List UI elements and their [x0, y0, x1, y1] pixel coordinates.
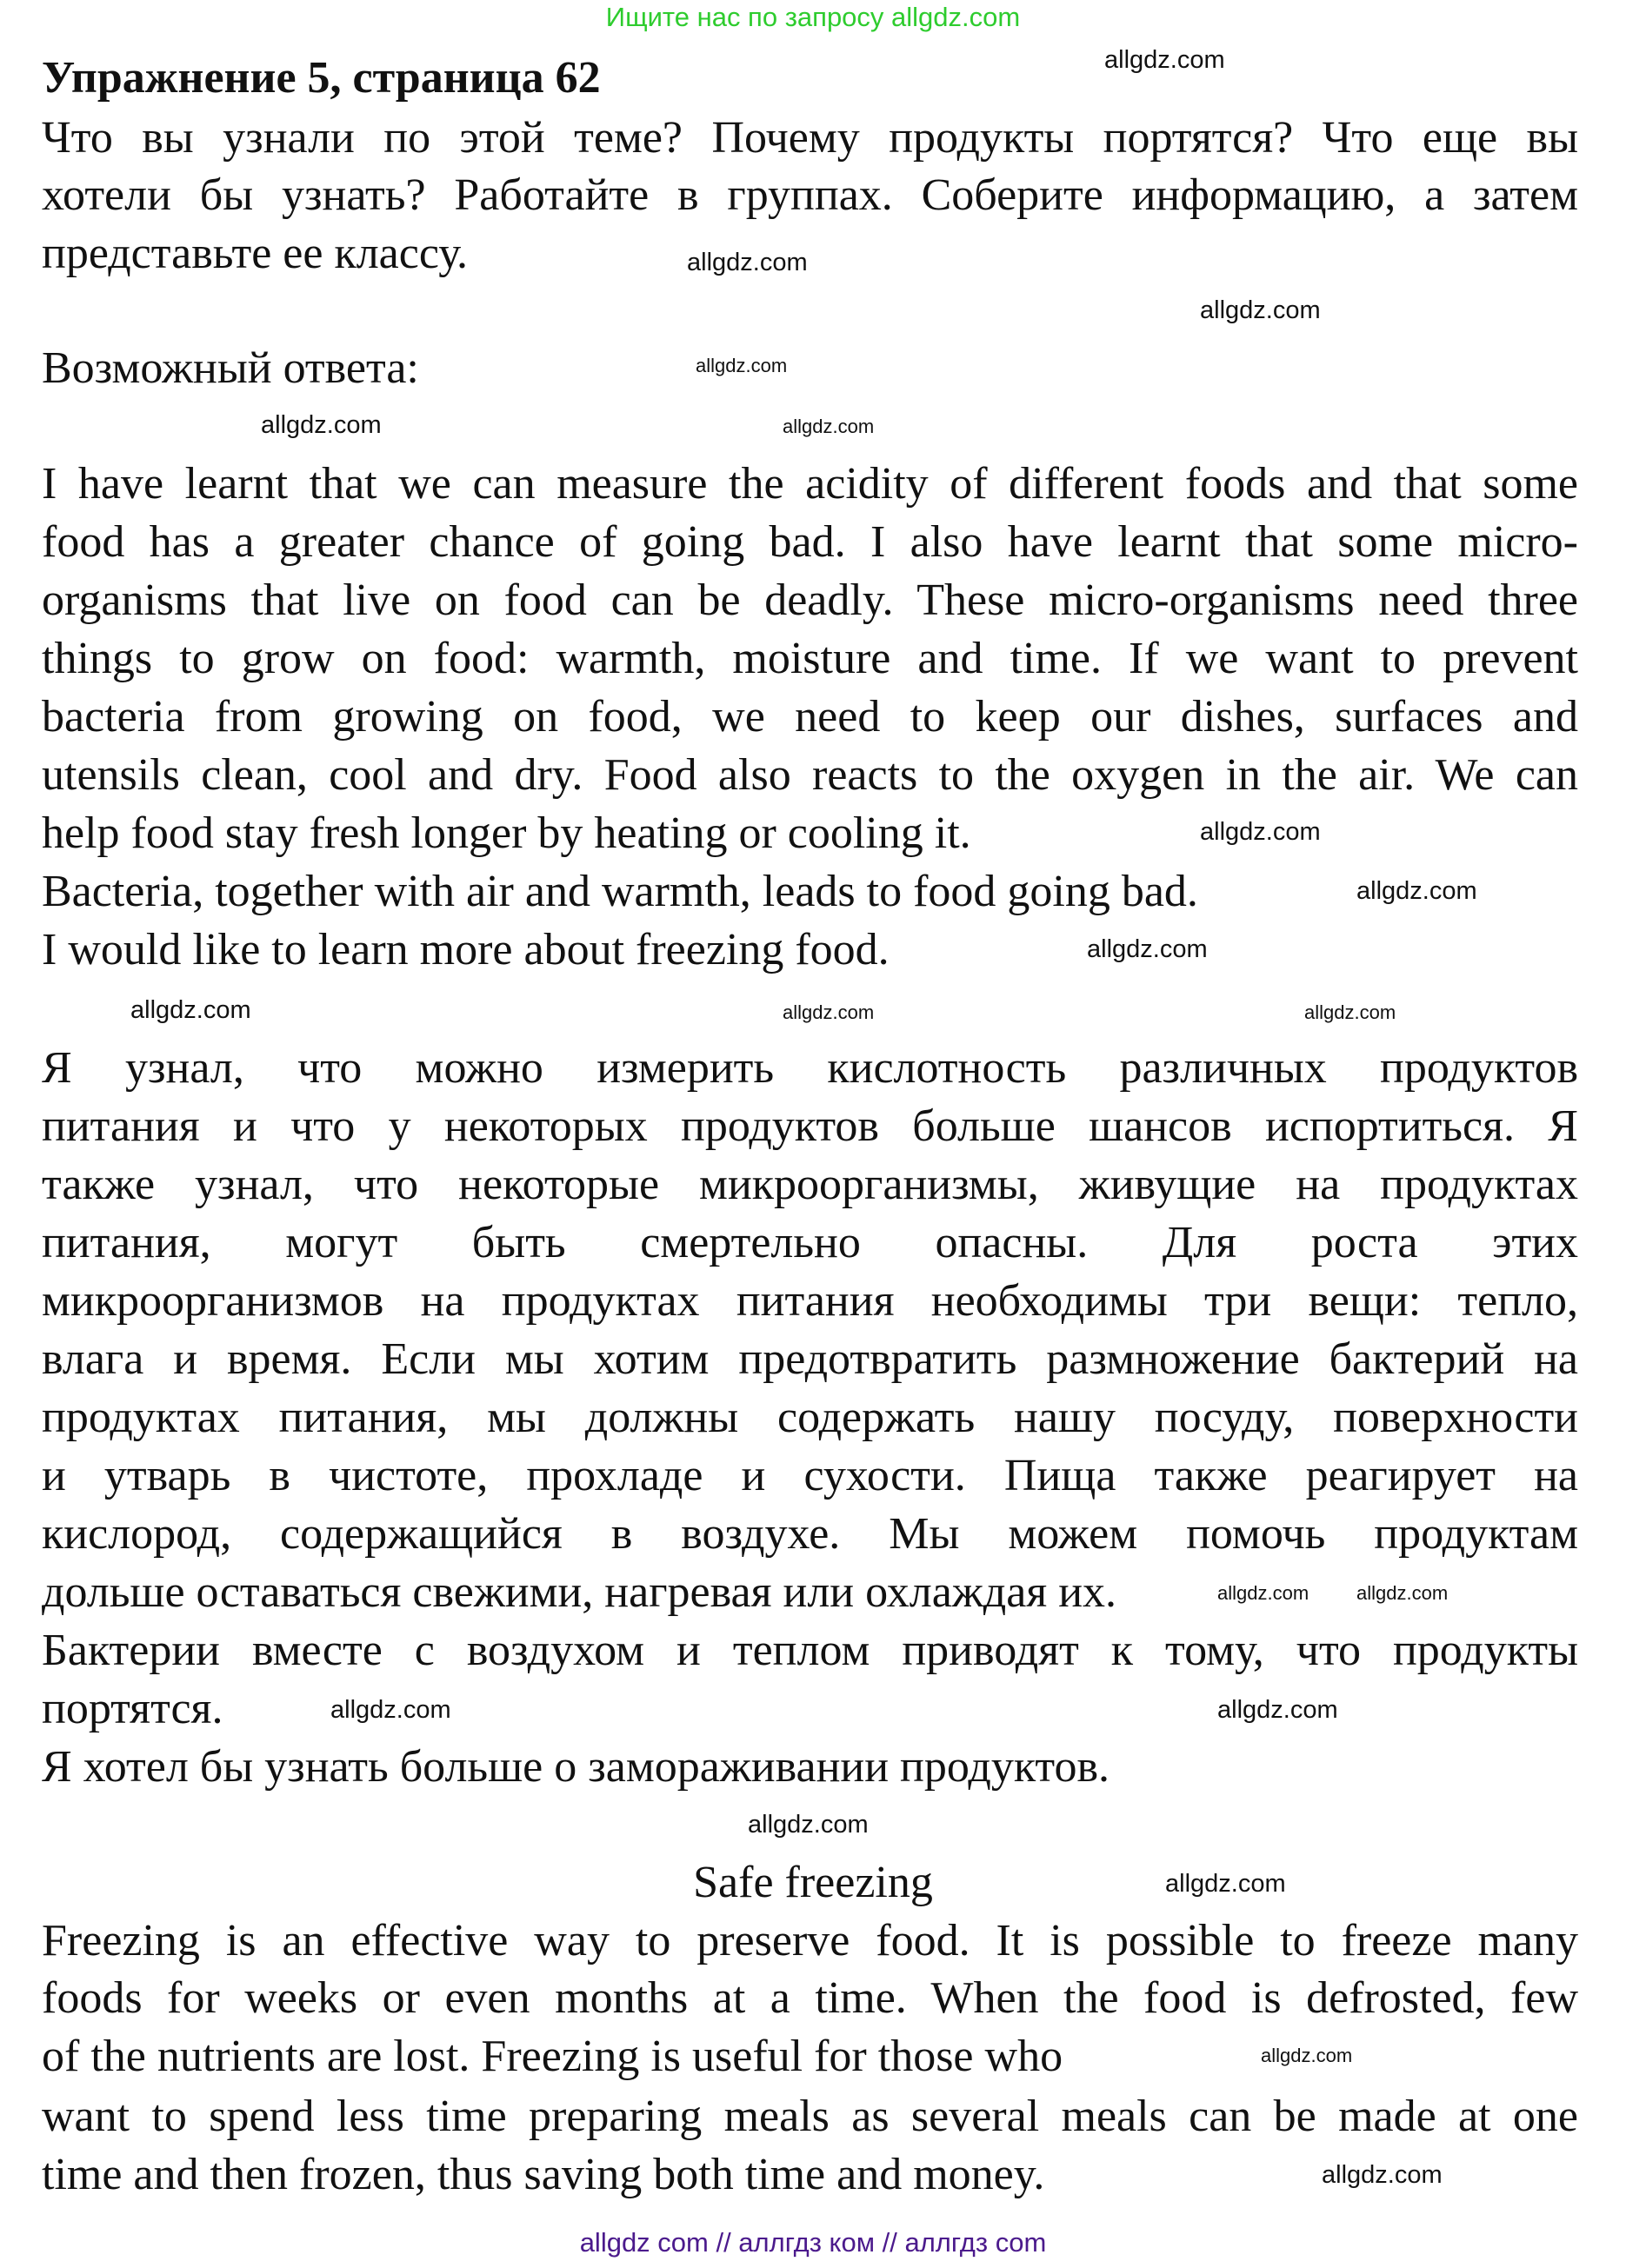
watermark: allgdz.com: [783, 416, 875, 437]
english-answer-line: I have learnt that we can measure the acidity of different foods and that some: [42, 459, 1578, 509]
freezing-text-line: of the nutrients are lost. Freezing is useful for those who: [42, 2032, 1063, 2081]
watermark: allgdz.com: [1217, 1582, 1309, 1604]
watermark: allgdz.com: [330, 1696, 451, 1724]
english-answer-line: utensils clean, cool and dry. Food also reacts to the oxygen in the air. We can: [42, 750, 1578, 800]
russian-answer-line: кислород, содержащийся в воздухе. Мы можем помочь продуктам: [42, 1509, 1578, 1559]
watermark: allgdz.com: [1356, 1582, 1449, 1604]
watermark: allgdz.com: [261, 411, 382, 439]
watermark: allgdz.com: [748, 1811, 869, 1839]
russian-answer-line: и утварь в чистоте, прохладе и сухости. Пища также реагирует на: [42, 1451, 1578, 1500]
exercise-title: Упражнение 5, страница 62: [42, 53, 601, 103]
answer-label: Возможный ответа:: [42, 343, 419, 393]
watermark: allgdz.com: [1087, 935, 1208, 963]
question-line: хотели бы узнать? Работайте в группах. Соберите информацию, а затем: [42, 170, 1578, 220]
russian-answer-line: влага и время. Если мы хотим предотвратить размножение бактерий на: [42, 1334, 1578, 1384]
russian-answer-line: дольше оставаться свежими, нагревая или охлаждая их.: [42, 1567, 1117, 1617]
russian-answer-line: питания, могут быть смертельно опасны. Для роста этих: [42, 1218, 1578, 1267]
watermark: allgdz.com: [783, 1001, 875, 1023]
watermark: allgdz.com: [1322, 2161, 1443, 2189]
watermark: allgdz.com: [1304, 1001, 1396, 1023]
watermark: allgdz.com: [130, 996, 251, 1024]
watermark: allgdz.com: [1261, 2045, 1353, 2066]
watermark: allgdz.com: [1200, 296, 1321, 324]
watermark: allgdz.com: [696, 355, 788, 376]
question-line: представьте ее классу.: [42, 229, 469, 278]
english-answer-line: food has a greater chance of going bad. I also have learnt that some micro-: [42, 517, 1578, 567]
header-banner: Ищите нас по запросу allgdz.com: [605, 2, 1021, 32]
freezing-text-line: want to spend less time preparing meals as several meals can be made at one: [42, 2092, 1578, 2141]
russian-answer-line: Я хотел бы узнать больше о замораживании продуктов.: [42, 1742, 1110, 1792]
russian-answer-line: также узнал, что некоторые микроорганизмы, живущие на продуктах: [42, 1160, 1578, 1209]
russian-answer-line: микроорганизмов на продуктах питания необходимы три вещи: тепло,: [42, 1276, 1578, 1326]
russian-answer-line: Бактерии вместе с воздухом и теплом приводят к тому, что продукты: [42, 1626, 1578, 1675]
section-title: Safe freezing: [693, 1858, 933, 1907]
russian-answer-line: Я узнал, что можно измерить кислотность различных продуктов: [42, 1043, 1578, 1093]
question-line: Что вы узнали по этой теме? Почему продукты портятся? Что еще вы: [42, 113, 1578, 163]
watermark: allgdz.com: [1217, 1696, 1338, 1724]
english-answer-line: things to grow on food: warmth, moisture and time. If we want to prevent: [42, 634, 1578, 683]
english-answer-line: help food stay fresh longer by heating or cooling it.: [42, 808, 971, 858]
english-answer-line: organisms that live on food can be deadly. These micro-organisms need three: [42, 575, 1578, 625]
watermark: allgdz.com: [1165, 1870, 1286, 1898]
watermark: allgdz.com: [687, 249, 808, 276]
watermark: allgdz.com: [1356, 877, 1477, 905]
english-answer-line: Bacteria, together with air and warmth, leads to food going bad.: [42, 867, 1198, 916]
english-answer-line: I would like to learn more about freezing food.: [42, 925, 890, 974]
russian-answer-line: продуктах питания, мы должны содержать нашу посуду, поверхности: [42, 1393, 1578, 1442]
freezing-text-line: foods for weeks or even months at a time. When the food is defrosted, few: [42, 1973, 1578, 2023]
watermark: allgdz.com: [1200, 818, 1321, 846]
freezing-text-line: Freezing is an effective way to preserve food. It is possible to freeze many: [42, 1916, 1578, 1965]
watermark: allgdz.com: [1104, 46, 1225, 74]
russian-answer-line: портятся.: [42, 1684, 223, 1733]
russian-answer-line: питания и что у некоторых продуктов больше шансов испортиться. Я: [42, 1101, 1578, 1151]
freezing-text-line: time and then frozen, thus saving both time and money.: [42, 2150, 1045, 2199]
footer-banner: allgdz com // аллгдз ком // аллгдз com: [579, 2227, 1047, 2258]
english-answer-line: bacteria from growing on food, we need to keep our dishes, surfaces and: [42, 692, 1578, 742]
